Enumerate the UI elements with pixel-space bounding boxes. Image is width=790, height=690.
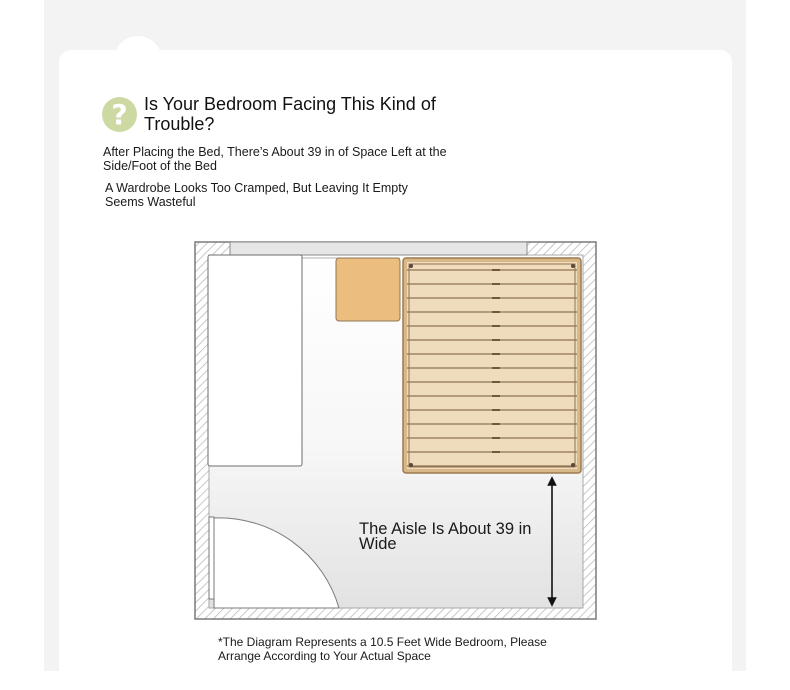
subtitle-wardrobe: A Wardrobe Looks Too Cramped, But Leaving It Empty Seems Wasteful [105, 181, 408, 209]
question-icon: ? [102, 97, 137, 132]
subtitle-space-left: After Placing the Bed, There’s About 39 in of Space Left at the Side/Foot of the Bed [103, 145, 447, 173]
bed [403, 258, 581, 473]
wardrobe [208, 255, 302, 466]
aisle-width-label: The Aisle Is About 39 in Wide [359, 520, 532, 553]
nightstand [336, 258, 400, 321]
page-title: Is Your Bedroom Facing This Kind of Trouble? [144, 94, 436, 134]
diagram-footnote: *The Diagram Represents a 10.5 Feet Wide Bedroom, Please Arrange According to Your Actual Space [218, 635, 547, 663]
